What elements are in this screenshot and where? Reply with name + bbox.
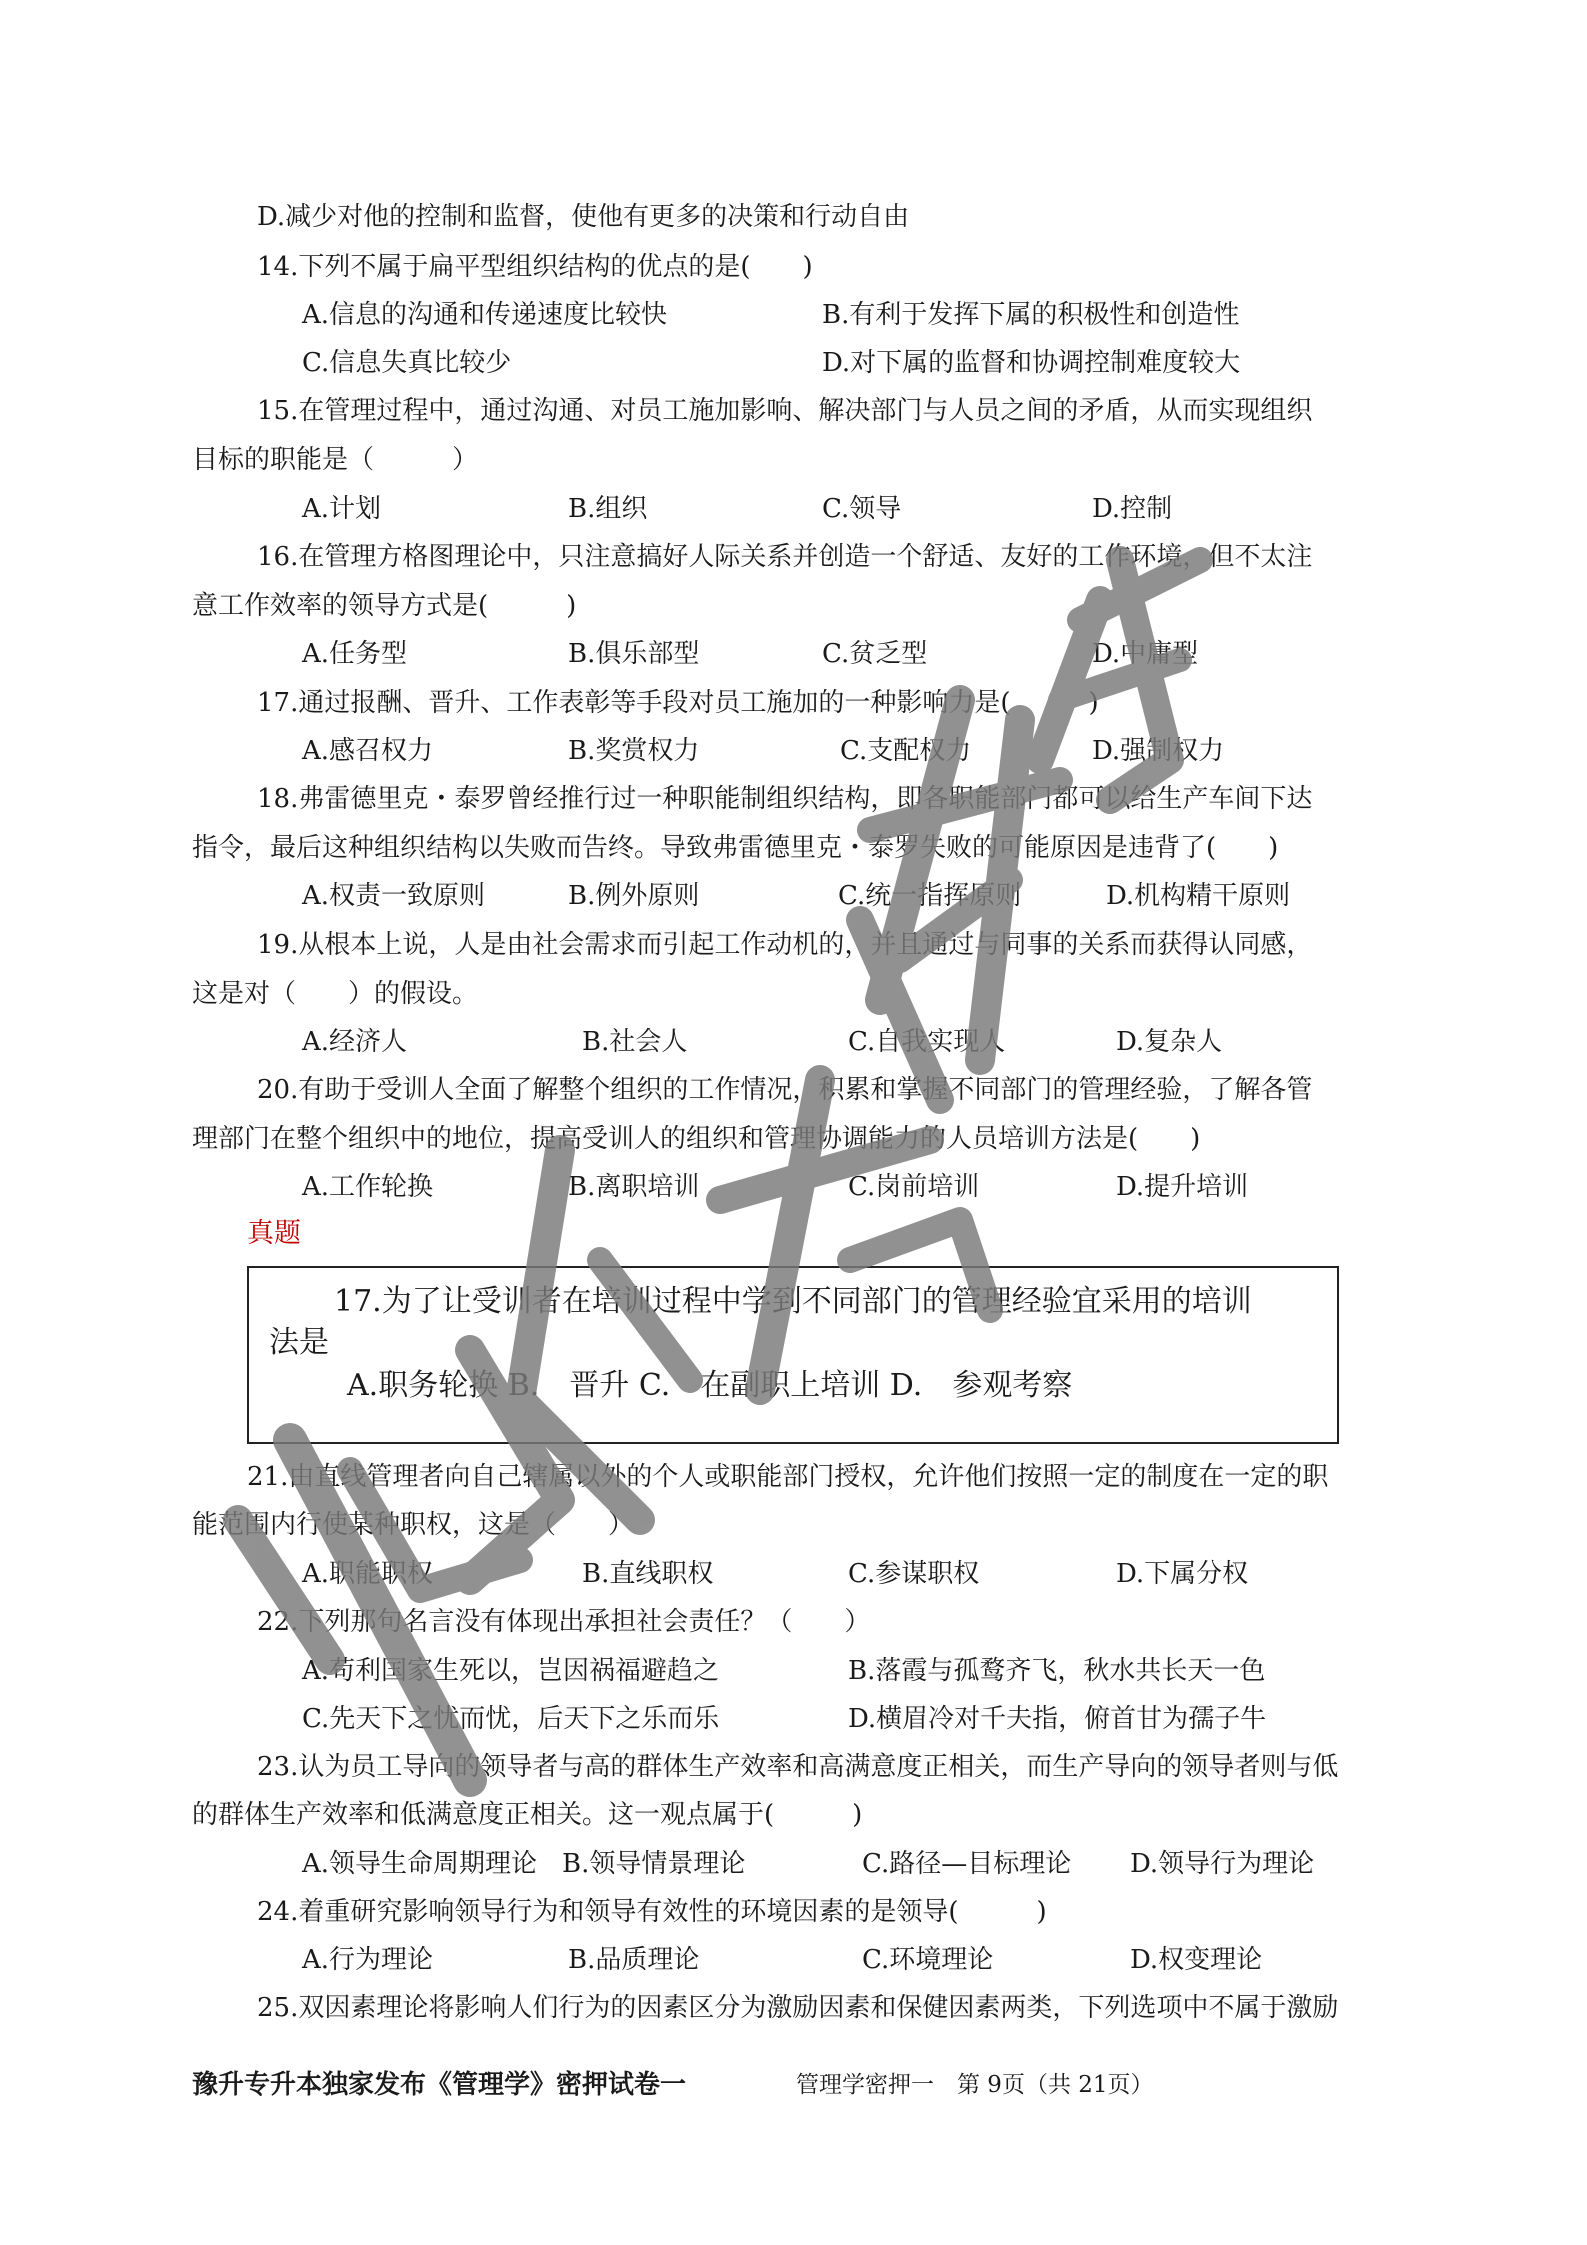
option-a: A.权责一致原则 bbox=[302, 881, 486, 911]
option-d: D.复杂人 bbox=[1116, 1027, 1223, 1057]
option-c: C.环境理论 bbox=[862, 1945, 994, 1975]
q19-stem-cont: 这是对（ ）的假设。 bbox=[192, 979, 479, 1009]
option-d: D.提升培训 bbox=[1116, 1172, 1249, 1202]
option-b: B.直线职权 bbox=[582, 1559, 714, 1589]
option-d: D.领导行为理论 bbox=[1130, 1849, 1315, 1879]
real-exam-box bbox=[247, 1266, 1339, 1444]
option-c: C.支配权力 bbox=[840, 736, 972, 766]
option-a: A.经济人 bbox=[302, 1027, 408, 1057]
q22-stem: 22.下列那句名言没有体现出承担社会责任？（ ） bbox=[257, 1607, 871, 1637]
option-a: A.职能职权 bbox=[302, 1559, 434, 1589]
real-exam-options: A.职务轮换 B. 晋升 C. 在副职上培训 D. 参观考察 bbox=[347, 1368, 1073, 1403]
real-exam-question-cont: 法是 bbox=[269, 1325, 329, 1360]
option-c: C.岗前培训 bbox=[848, 1172, 980, 1202]
option-b: B.例外原则 bbox=[568, 881, 700, 911]
option-d: D.中庸型 bbox=[1092, 639, 1199, 669]
option-a: A.任务型 bbox=[302, 639, 408, 669]
q20-stem: 20.有助于受训人全面了解整个组织的工作情况，积累和掌握不同部门的管理经验，了解各管 bbox=[257, 1075, 1313, 1105]
option-b: B.有利于发挥下属的积极性和创造性 bbox=[822, 300, 1240, 330]
q13-option-d: D.减少对他的控制和监督，使他有更多的决策和行动自由 bbox=[257, 202, 910, 232]
option-b: B.社会人 bbox=[582, 1027, 688, 1057]
q18-stem: 18.弗雷德里克・泰罗曾经推行过一种职能制组织结构，即各职能部门都可以给生产车间下达 bbox=[257, 784, 1313, 814]
q24-stem: 24.着重研究影响领导行为和领导有效性的环境因素的是领导( ) bbox=[257, 1897, 1047, 1927]
option-d: D.强制权力 bbox=[1092, 736, 1225, 766]
option-d: D.对下属的监督和协调控制难度较大 bbox=[822, 348, 1241, 378]
option-a: A.感召权力 bbox=[302, 736, 434, 766]
option-c: C.参谋职权 bbox=[848, 1559, 980, 1589]
option-c: C.信息失真比较少 bbox=[302, 348, 512, 378]
q25-stem: 25.双因素理论将影响人们行为的因素区分为激励因素和保健因素两类，下列选项中不属于激励 bbox=[257, 1993, 1339, 2023]
option-c: C.领导 bbox=[822, 494, 902, 524]
option-a: A.领导生命周期理论 bbox=[302, 1849, 538, 1879]
footer-page-number: 管理学密押一 第 9页（共 21页） bbox=[796, 2072, 1154, 2098]
option-b: B.离职培训 bbox=[568, 1172, 700, 1202]
q16-stem-cont: 意工作效率的领导方式是( ) bbox=[192, 591, 577, 621]
option-d: D.权变理论 bbox=[1130, 1945, 1263, 1975]
q21-stem-cont: 能范围内行使某种职权，这是（ ） bbox=[192, 1510, 635, 1540]
real-exam-question: 17.为了让受训者在培训过程中学到不同部门的管理经验宜采用的培训 bbox=[334, 1284, 1252, 1319]
q14-stem: 14.下列不属于扁平型组织结构的优点的是( ) bbox=[257, 252, 813, 282]
q23-stem: 23.认为员工导向的领导者与高的群体生产效率和高满意度正相关，而生产导向的领导者则与低 bbox=[257, 1752, 1339, 1782]
option-a: A.行为理论 bbox=[302, 1945, 434, 1975]
q18-stem-cont: 指令，最后这种组织结构以失败而告终。导致弗雷德里克・泰罗失败的可能原因是违背了( ) bbox=[192, 833, 1279, 863]
q21-stem: 21.由直线管理者向自己辖属以外的个人或职能部门授权，允许他们按照一定的制度在一定的职 bbox=[247, 1462, 1329, 1492]
option-d: D.控制 bbox=[1092, 494, 1173, 524]
q17-stem: 17.通过报酬、晋升、工作表彰等手段对员工施加的一种影响力是( ) bbox=[257, 688, 1099, 718]
option-c: C.统一指挥原则 bbox=[838, 881, 1022, 911]
option-b: B.俱乐部型 bbox=[568, 639, 700, 669]
option-b: B.奖赏权力 bbox=[568, 736, 700, 766]
option-d: D.横眉冷对千夫指，俯首甘为孺子牛 bbox=[848, 1704, 1267, 1734]
q16-stem: 16.在管理方格图理论中，只注意搞好人际关系并创造一个舒适、友好的工作环境，但不太注 bbox=[257, 542, 1313, 572]
footer-title: 豫升专升本独家发布《管理学》密押试卷一 bbox=[192, 2070, 687, 2100]
real-exam-label: 真题 bbox=[247, 1218, 301, 1249]
q15-stem-cont: 目标的职能是（ ） bbox=[192, 445, 479, 475]
option-c: C.贫乏型 bbox=[822, 639, 928, 669]
option-c: C.路径—目标理论 bbox=[862, 1849, 1072, 1879]
q20-stem-cont: 理部门在整个组织中的地位，提高受训人的组织和管理协调能力的人员培训方法是( ) bbox=[192, 1124, 1201, 1154]
option-c: C.先天下之忧而忧，后天下之乐而乐 bbox=[302, 1704, 720, 1734]
option-b: B.落霞与孤鹜齐飞，秋水共长天一色 bbox=[848, 1656, 1266, 1686]
q19-stem: 19.从根本上说，人是由社会需求而引起工作动机的，并且通过与同事的关系而获得认同感， bbox=[257, 930, 1313, 960]
q15-stem: 15.在管理过程中，通过沟通、对员工施加影响、解决部门与人员之间的矛盾，从而实现组织 bbox=[257, 396, 1313, 426]
option-b: B.领导情景理论 bbox=[562, 1849, 746, 1879]
option-a: A.信息的沟通和传递速度比较快 bbox=[302, 300, 668, 330]
q23-stem-cont: 的群体生产效率和低满意度正相关。这一观点属于( ) bbox=[192, 1800, 863, 1830]
option-a: A.工作轮换 bbox=[302, 1172, 434, 1202]
option-d: D.下属分权 bbox=[1116, 1559, 1249, 1589]
option-d: D.机构精干原则 bbox=[1106, 881, 1291, 911]
option-a: A.苟利国家生死以，岂因祸福避趋之 bbox=[302, 1656, 720, 1686]
option-c: C.自我实现人 bbox=[848, 1027, 1006, 1057]
option-a: A.计划 bbox=[302, 494, 382, 524]
option-b: B.品质理论 bbox=[568, 1945, 700, 1975]
option-b: B.组织 bbox=[568, 494, 648, 524]
